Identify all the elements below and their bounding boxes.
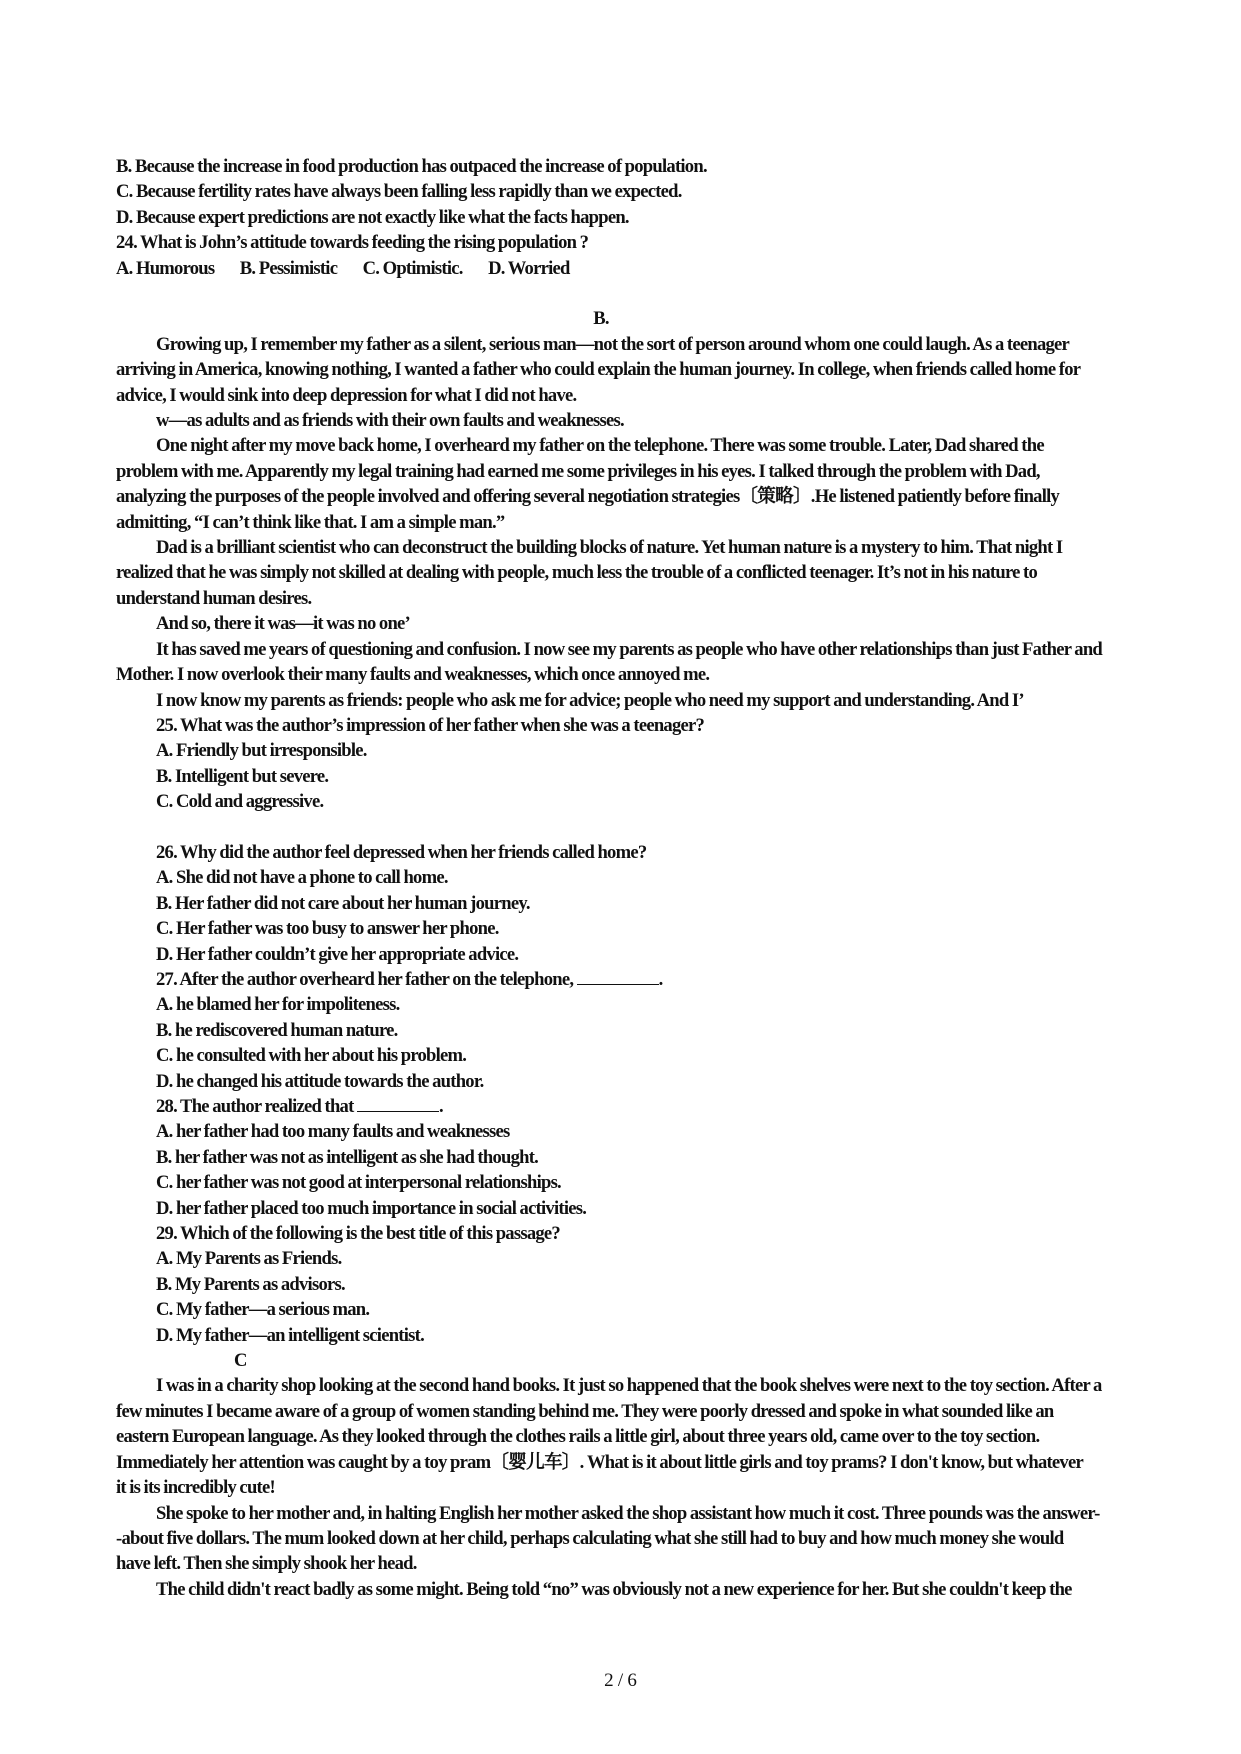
passage-b-p1-line1: Growing up, I remember my father as a silent, serious man—not the sort of person around whom one could laugh. As a teenager [156,333,1070,355]
q25-option-a: A. Friendly but irresponsible. [156,740,367,762]
passage-b-p3-line1: One night after my move back home, I overheard my father on the telephone. There was some trouble. Later, Dad shared the [156,435,1044,457]
q23-option-b: B. Because the increase in food production has outpaced the increase of population. [116,156,707,177]
passage-b-p7: I now know my parents as friends: people who ask me for advice; people who need my support and understanding. And I’ [156,689,1024,711]
q27-option-c: C. he consulted with her about his problem. [156,1045,467,1067]
q25-option-c: C. Cold and aggressive. [156,791,324,813]
page-content [116,154,1126,1602]
q29-option-a: A. My Parents as Friends. [156,1248,342,1270]
passage-c-p1-line1: I was in a charity shop looking at the second hand books. It just so happened that the book shelves were next to the toy section. After a [156,1375,1102,1397]
q24-option-a: A. Humorous [116,257,215,279]
q27-question-end: . [658,968,663,990]
q27-answer-blank [577,968,659,985]
passage-c-p1-line2: few minutes I became aware of a group of women standing behind me. They were poorly dressed and spoke in what sounded like an [116,1400,1054,1422]
q24-option-b: B. Pessimistic [239,257,338,279]
passage-c-heading: C [234,1350,247,1372]
passage-b-p3-line2: problem with me. Apparently my legal training had earned me some privileges in his eyes. I talked through the problem with Dad, [116,460,1040,482]
q24-option-d: D. Worried [488,257,570,279]
q28-option-c: C. her father was not good at interpersonal relationships. [156,1172,561,1194]
q28-option-b: B. her father was not as intelligent as she had thought. [156,1146,539,1168]
q27-option-d: D. he changed his attitude towards the author. [156,1070,484,1092]
q24-option-c: C. Optimistic. [362,257,463,279]
q23-option-d: D. Because expert predictions are not exactly like what the facts happen. [116,206,629,228]
passage-b-p4-line2: realized that he was simply not skilled at dealing with people, much less the trouble of a conflicted teenager. It’s not in his nature to [116,562,1037,584]
q29-question: 29. Which of the following is the best title of this passage? [156,1223,560,1245]
spacer [116,815,1126,840]
passage-c-p1-line4: Immediately her attention was caught by a toy pram〔婴儿车〕. What is it about little girls and toy prams? I don't know, but whatever [116,1451,1083,1473]
passage-b-p5: And so, there it was—it was no one’ [156,613,410,635]
q25-option-b: B. Intelligent but severe. [156,765,329,787]
q28-question-text: 28. The author realized that [156,1096,357,1117]
q26-option-b: B. Her father did not care about her human journey. [156,892,530,914]
spacer [116,281,1126,306]
passage-b-p3-line4: admitting, “I can’t think like that. I am a simple man.” [116,511,505,533]
passage-c-p1-line5: it is its incredibly cute! [116,1477,275,1499]
passage-b-p6-line1: It has saved me years of questioning and confusion. I now see my parents as people who have other relationships than just Father and [156,638,1103,660]
q29-option-d: D. My father—an intelligent scientist. [156,1324,424,1346]
q27-option-b: B. he rediscovered human nature. [156,1019,398,1041]
q24-options [116,256,1126,281]
passage-b-p2: w—as adults and as friends with their own faults and weaknesses. [156,410,624,432]
q23-option-c: C. Because fertility rates have always been falling less rapidly than we expected. [116,181,682,203]
q26-option-d: D. Her father couldn’t give her appropriate advice. [156,943,519,965]
q29-option-c: C. My father—a serious man. [156,1299,370,1321]
passage-b-p1-line3: advice, I would sink into deep depression for what I did not have. [116,384,577,406]
passage-b-p4-line1: Dad is a brilliant scientist who can deconstruct the building blocks of nature. Yet human nature is a mystery to him. That night I [156,537,1063,559]
passage-b-p1-line2: arriving in America, knowing nothing, I wanted a father who could explain the human journey. In college, when friends called home for [116,359,1081,381]
passage-c-p3: The child didn't react badly as some might. Being told “no” was obviously not a new experience for her. But she couldn't keep the [156,1578,1072,1600]
passage-b-p3-line3: analyzing the purposes of the people involved and offering several negotiation strategies〔策略〕.He listened patiently before finally [116,486,1060,508]
q27-option-a: A. he blamed her for impoliteness. [156,994,400,1016]
q28-option-a: A. her father had too many faults and weaknesses [156,1121,510,1143]
q28-question [116,1094,1126,1119]
passage-c-p1-line3: eastern European language. As they looked through the clothes rails a little girl, about three years old, came over to the toy section. [116,1426,1040,1448]
q28-question-end: . [438,1096,443,1117]
passage-c-p2-line2: -about five dollars. The mum looked down at her child, perhaps calculating what she still had to buy and how much money she would [116,1527,1064,1549]
q25-question: 25. What was the author’s impression of her father when she was a teenager? [156,714,705,736]
q26-option-a: A. She did not have a phone to call home. [156,867,448,889]
passage-c-p2-line1: She spoke to her mother and, in halting English her mother asked the shop assistant how much it cost. Three pounds was the answer- [156,1502,1100,1524]
q29-option-b: B. My Parents as advisors. [156,1273,345,1295]
passage-b-p4-line3: understand human desires. [116,587,312,609]
passage-c-p2-line3: have left. Then she simply shook her head. [116,1553,417,1575]
q28-answer-blank [357,1095,439,1112]
q28-option-d: D. her father placed too much importance in social activities. [156,1197,587,1219]
q27-question [116,967,1126,992]
page-number: 2 / 6 [604,1670,637,1691]
passage-b-heading: B. [593,308,609,330]
q27-question-text: 27. After the author overheard her father on the telephone, [156,968,577,990]
passage-b-p6-line2: Mother. I now overlook their many faults and weaknesses, which once annoyed me. [116,664,710,686]
q26-question: 26. Why did the author feel depressed when her friends called home? [156,841,647,863]
q24-question: 24. What is John’s attitude towards feeding the rising population ? [116,232,589,254]
q26-option-c: C. Her father was too busy to answer her phone. [156,918,499,940]
